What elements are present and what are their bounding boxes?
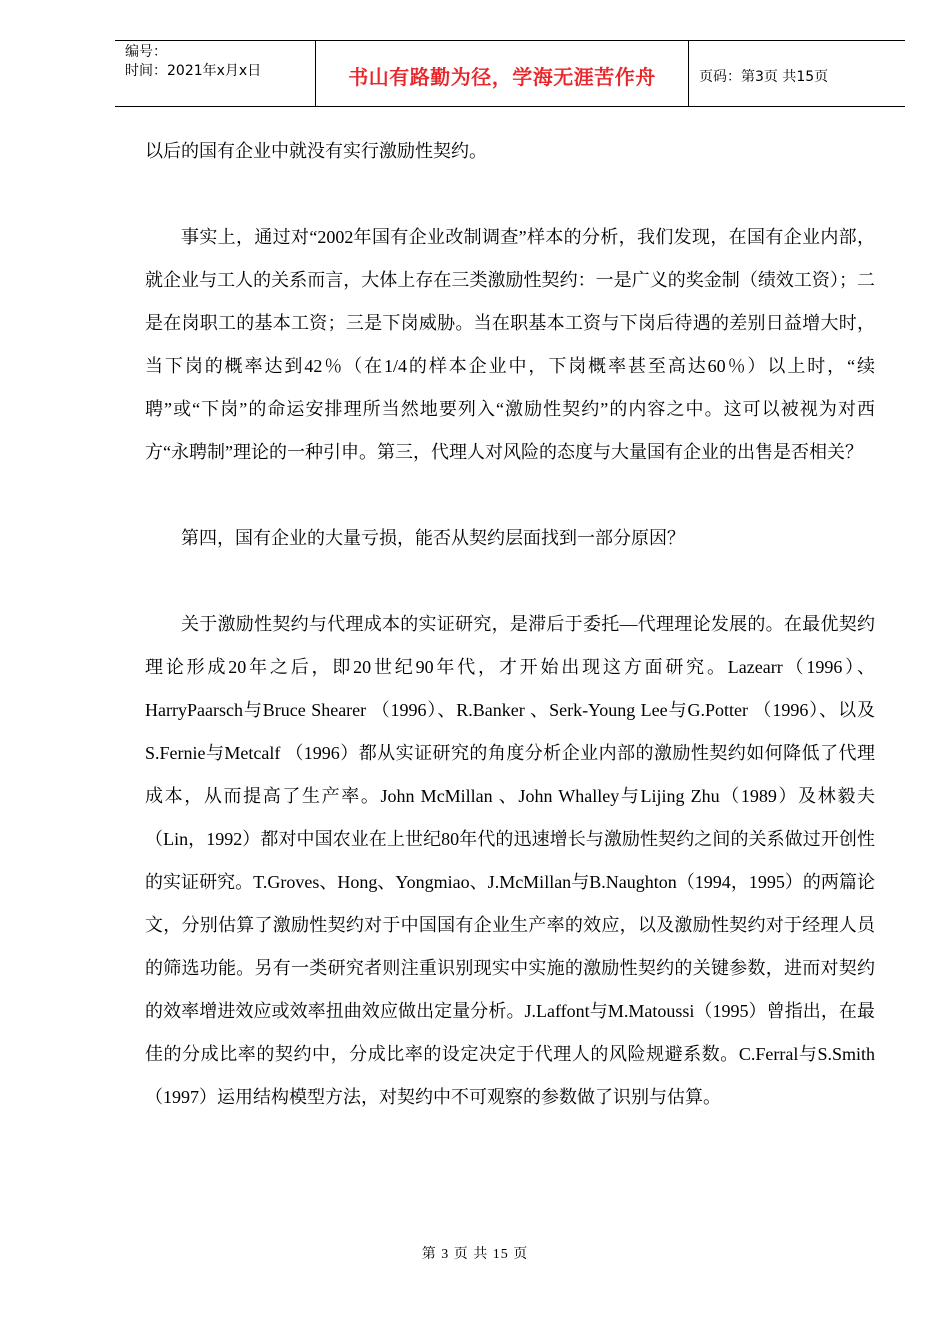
paragraph: 第四，国有企业的大量亏损，能否从契约层面找到一部分原因？ xyxy=(181,528,685,548)
paragraph: 以后的国有企业中就没有实行激励性契约。 xyxy=(145,141,487,161)
serial-number-label: 编号： xyxy=(125,44,167,60)
paragraph: 事实上，通过对“2002年国有企业改制调查”样本的分析，我们发现，在国有企业内部，就企业与工人的关系而言，大体上存在三类激励性契约：一是广义的奖金制（绩效工资）；二是在岗职工的基本工资；三是下岗威胁。当在职基本工资与下岗后待遇的差别日益增大时，当下岗的概率达到42％（在1/4的样本企业中，下岗概率甚至高达60％）以上时，“续聘”或“下岗”的命运安排理所当然地要列入“激励性契约”的内容之中。这可以被视为对西方“永聘制”理论的一种引申。第三，代理人对风险的态度与大量国有企业的出售是否相关？ xyxy=(145,227,875,462)
page-header xyxy=(115,40,905,107)
paragraph: 关于激励性契约与代理成本的实证研究，是滞后于委托—代理理论发展的。在最优契约理论形成20年之后，即20世纪90年代，才开始出现这方面研究。Lazearr（1996）、HarryPaarsch与Bruce Shearer （1996）、R.Banker 、Serk-Young Lee与G.Potter （1996）、以及S.Fernie与Metcalf （1996）都从实证研究的角度分析企业内部的激励性契约如何降低了代理成本，从而提高了生产率。John McMillan 、John Whalley与Lijing Zhu（1989）及林毅夫（Lin，1992）都对中国农业在上世纪80年代的迅速增长与激励性契约之间的关系做过开创性的实证研究。T.Groves、Hong、Yongmiao、J.McMillan与B.Naughton（1994，1995）的两篇论文，分别估算了激励性契约对于中国国有企业生产率的效应，以及激励性契约对于经理人员的筛选功能。另有一类研究者则注重识别现实中实施的激励性契约的关键参数，进而对契约的效率增进效应或效率扭曲效应做出定量分析。J.Laffont与M.Matoussi（1995）曾指出，在最佳的分成比率的契约中，分成比率的设定决定于代理人的风险规避系数。C.Ferral与S.Smith（1997）运用结构模型方法，对契约中不可观察的参数做了识别与估算。 xyxy=(145,614,875,1107)
date-label: 时间：2021年x月x日 xyxy=(125,63,262,79)
header-page-number: 页码：第3页 共15页 xyxy=(699,68,829,85)
header-meta-cell xyxy=(115,41,316,106)
document-body xyxy=(145,130,875,1119)
page-footer: 第 3 页 共 15 页 xyxy=(421,1247,529,1262)
header-motto: 书山有路勤为径，学海无涯苦作舟 xyxy=(316,41,689,106)
